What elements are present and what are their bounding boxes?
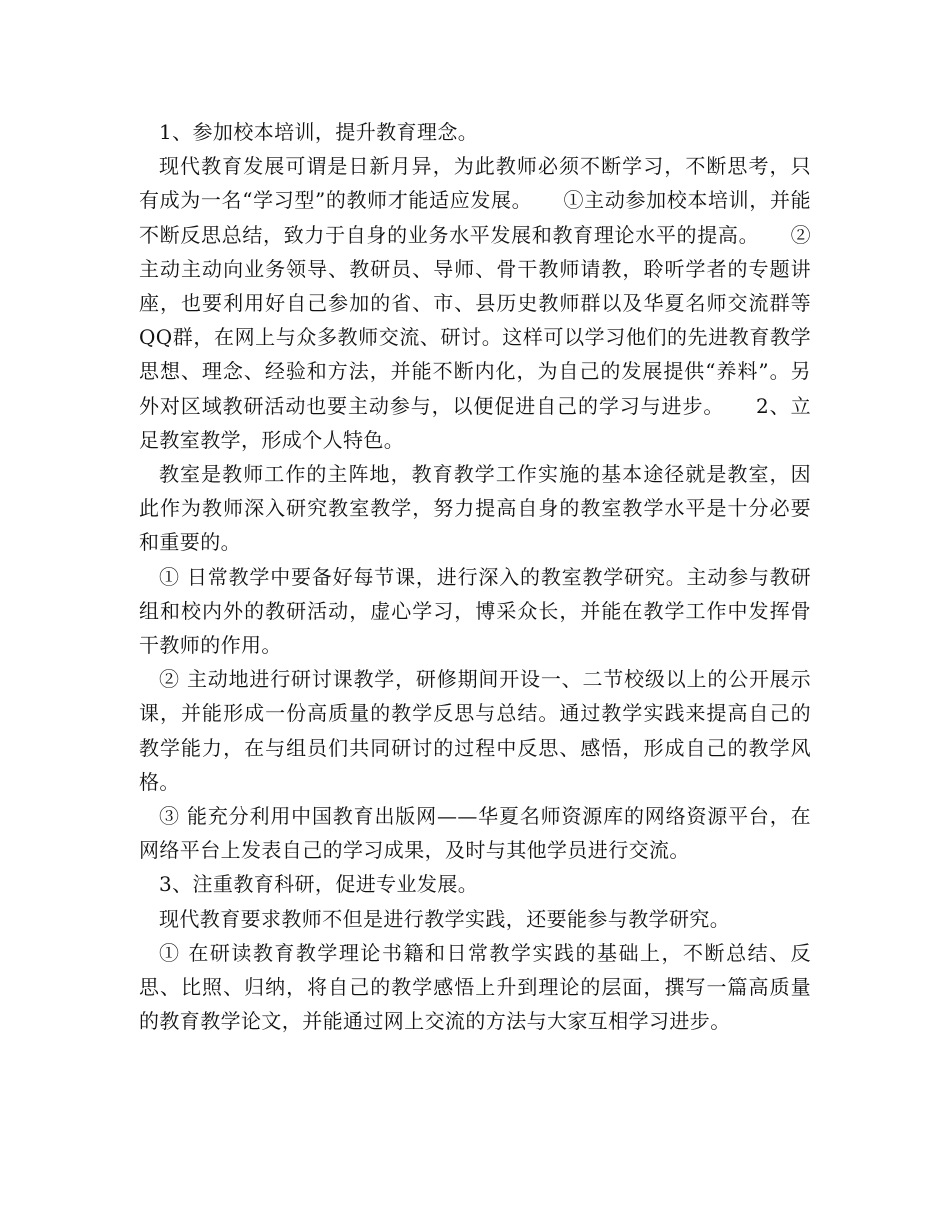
section-heading-3: 3、注重教育科研，促进专业发展。 [159, 872, 479, 897]
paragraph-item-1: ① 日常教学中要备好每节课，进行深入的教室教学研究。主动参与教研组和校内外的教研活动，虚心学习，博采众长，并能在教学工作中发挥骨干教师的作用。 [139, 564, 811, 658]
section-heading-1: 1、参加校本培训，提升教育理念。 [159, 120, 479, 144]
paragraph-classroom: 教室是教师工作的主阵地，教育教学工作实施的基本途径就是教室，因此作为教师深入研究教室教学，努力提高自身的教室教学水平是十分必要和重要的。 [139, 462, 811, 555]
paragraph-learning: 现代教育发展可谓是日新月异，为此教师必须不断学习，不断思考，只有成为一名“学习型”的教师才能适应发展。 ①主动参加校本培训，并能不断反思总结，致力于自身的业务水平发展和教育理论水平的提高。 ②主动主动向业务领导、教研员、导师、骨干教师请教，聆听学者的专题讲座，也要利用好自己参加的省、市、县历史教师群以及华夏名师交流群等QQ群，在网上与众多教师交流、研讨。这样可以学习他们的先进教育教学思想、理念、经验和方法，并能不断内化，为自己的发展提供“养料”。另外对区域教研活动也要主动参与，以便促进自己的学习与进步。 2、立足教室教学，形成个人特色。 [139, 154, 811, 452]
paragraph-research: 现代教育要求教师不但是进行教学实践，还要能参与教学研究。 [159, 906, 731, 931]
document-body [139, 115, 811, 1038]
paragraph-item-2: ② 主动地进行研讨课教学，研修期间开设一、二节校级以上的公开展示课，并能形成一份高质量的教学反思与总结。通过教学实践来提高自己的教学能力，在与组员们共同研讨的过程中反思、感悟，形成自己的教学风格。 [139, 667, 811, 794]
paragraph-item-3: ③ 能充分利用中国教育出版网——华夏名师资源库的网络资源平台，在网络平台上发表自己的学习成果，及时与其他学员进行交流。 [139, 804, 811, 863]
paragraph-research-item-1: ① 在研读教育教学理论书籍和日常教学实践的基础上，不断总结、反思、比照、归纳，将自己的教学感悟上升到理论的层面，撰写一篇高质量的教育教学论文，并能通过网上交流的方法与大家互相学习进步。 [139, 940, 811, 1034]
